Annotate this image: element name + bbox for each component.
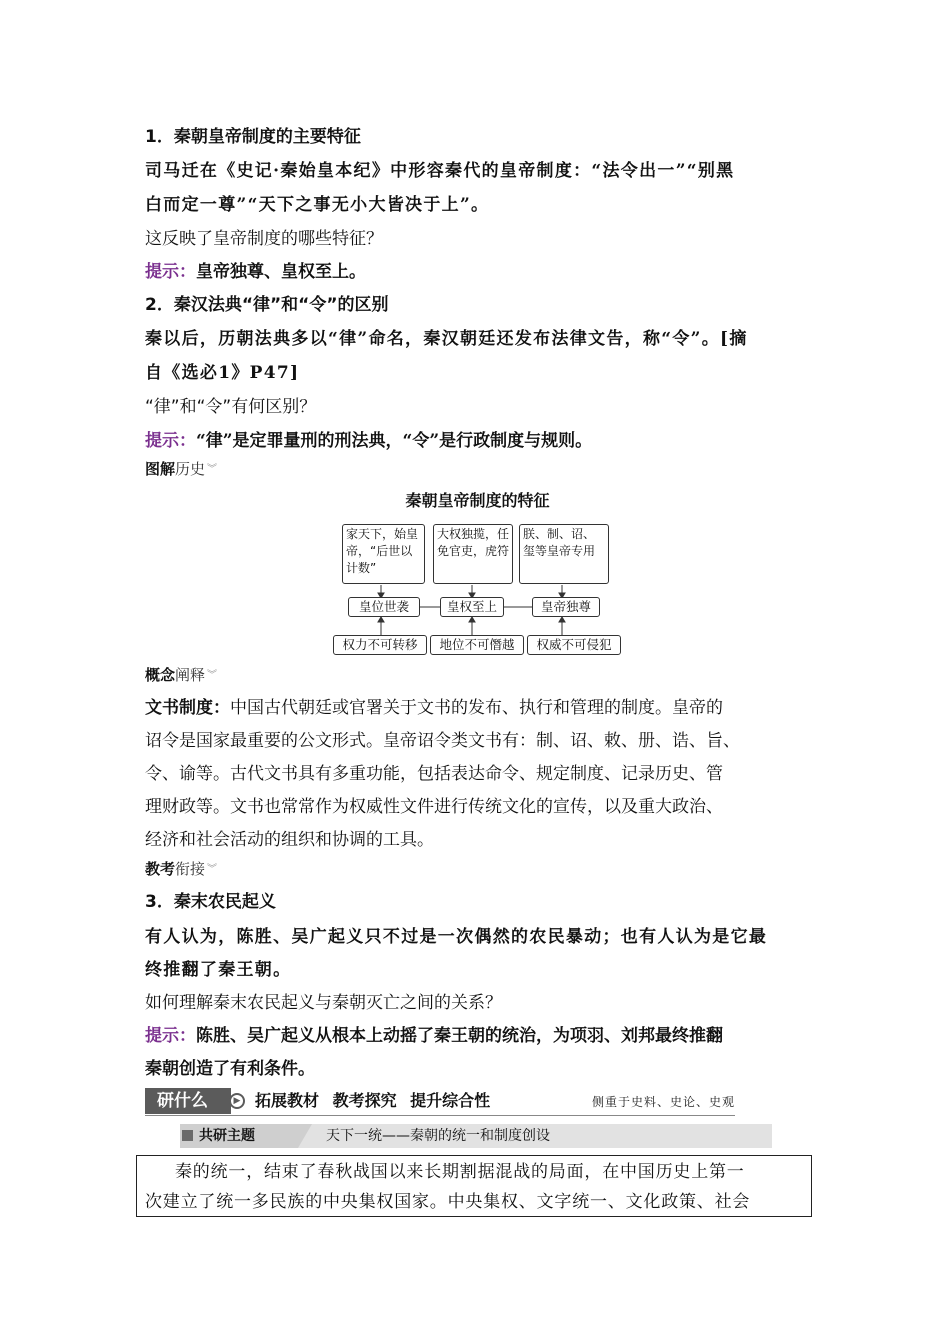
concept-line: 经济和社会活动的组织和协调的工具。 <box>145 830 434 850</box>
item2-text-line: 自《选必1》P47] <box>145 363 300 383</box>
item1-text-line: 白而定一尊”“天下之事无小大皆决于上”。 <box>145 195 490 215</box>
tip-text: 皇帝独尊、皇权至上。 <box>196 262 366 282</box>
diagram-bottom-box: 权力不可转移 <box>333 635 427 655</box>
play-icon: ▶ <box>229 1093 245 1109</box>
section-banner <box>145 1088 735 1116</box>
diagram-top-box: 大权独揽，任免官吏，虎符 <box>433 524 513 584</box>
concept-line <box>145 696 723 720</box>
diagram-bottom-box: 权威不可侵犯 <box>527 635 621 655</box>
section-label-light: 衔接 <box>175 860 206 878</box>
concept-line: 令、谕等。古代文书具有多重功能，包括表达命令、规定制度、记录历史、管 <box>145 764 723 784</box>
section-tujie-lishi <box>145 458 217 479</box>
textbox-line: 秦的统一，结束了春秋战国以来长期割据混战的局面，在中国历史上第一 <box>175 1162 745 1182</box>
tip-label: 提示： <box>145 262 196 282</box>
item1-text-line: 司马迁在《史记·秦始皇本纪》中形容秦代的皇帝制度：“法令出一”“别黑 <box>145 161 735 181</box>
section-label-bold: 概念 <box>145 666 176 684</box>
banner-tag: 研什么 <box>145 1088 231 1114</box>
diagram-top-box: 家天下，始皇帝，“后世以计数” <box>342 524 425 584</box>
tip-text: “律”是定罪量刑的刑法典，“令”是行政制度与规则。 <box>196 431 593 451</box>
tip-text: 陈胜、吴广起义从根本上动摇了秦王朝的统治，为项羽、刘邦最终推翻 <box>196 1026 723 1046</box>
tip-label: 提示： <box>145 431 196 451</box>
tip-label: 提示： <box>145 1026 196 1046</box>
section-label-bold: 教考 <box>145 860 176 878</box>
topic-bar <box>180 1124 772 1148</box>
item2-question: “律”和“令”有何区别？ <box>145 397 317 417</box>
banner-rule <box>145 1115 735 1116</box>
concept-line: 诏令是国家最重要的公文形式。皇帝诏令类文书有：制、诏、敕、册、诰、旨、 <box>145 731 740 751</box>
item3-text-line: 有人认为，陈胜、吴广起义只不过是一次偶然的农民暴动；也有人认为是它最 <box>145 927 768 947</box>
topic-badge <box>180 1124 298 1148</box>
concept-line: 理财政等。文书也常常作为权威性文件进行传统文化的宣传，以及重大政治、 <box>145 797 723 817</box>
chevron-down-icon: ︾ <box>207 464 218 475</box>
reading-textbox <box>136 1155 812 1217</box>
section-jiaokao-xianjie <box>145 858 217 879</box>
item2-text-line: 秦以后，历朝法典多以“律”命名，秦汉朝廷还发布法律文告，称“令”。[摘 <box>145 329 748 349</box>
item1-question: 这反映了皇帝制度的哪些特征？ <box>145 229 383 249</box>
diagram-middle-box: 皇权至上 <box>440 597 504 617</box>
banner-side-note: 侧重于史料、史论、史观 <box>591 1095 735 1109</box>
arrow-head <box>469 617 475 622</box>
item2-tip <box>145 429 592 453</box>
concept-text: 中国古代朝廷或官署关于文书的发布、执行和管理的制度。皇帝的 <box>230 698 723 718</box>
item3-heading: 3．秦末农民起义 <box>145 892 276 912</box>
chevron-down-icon: ︾ <box>207 670 218 681</box>
item3-question: 如何理解秦末农民起义与秦朝灭亡之间的关系？ <box>145 993 502 1013</box>
arrow-head <box>559 617 565 622</box>
item3-text-line: 终推翻了秦王朝。 <box>145 960 292 980</box>
item2-heading: 2．秦汉法典“律”和“令”的区别 <box>145 295 389 315</box>
diagram-top-box: 朕、制、诏、玺等皇帝专用 <box>519 524 609 584</box>
section-gainian-chanshi <box>145 664 217 685</box>
diagram-middle-box: 皇位世袭 <box>348 597 420 617</box>
item3-tip-continued: 秦朝创造了有利条件。 <box>145 1059 315 1079</box>
textbox-line: 次建立了统一多民族的中央集权国家。中央集权、文字统一、文化政策、社会 <box>145 1192 751 1212</box>
chevron-down-icon: ︾ <box>207 864 218 875</box>
concept-term: 文书制度： <box>145 698 230 718</box>
diagram-bottom-box: 地位不可僭越 <box>430 635 524 655</box>
emperor-system-diagram <box>330 488 625 658</box>
item1-heading: 1．秦朝皇帝制度的主要特征 <box>145 127 361 147</box>
diagram-title: 秦朝皇帝制度的特征 <box>405 491 550 510</box>
square-icon <box>182 1130 193 1141</box>
item3-tip <box>145 1024 723 1048</box>
section-label-light: 阐释 <box>175 666 206 684</box>
topic-badge-tail <box>298 1124 312 1148</box>
banner-slogan: 拓展教材 教考探究 提升综合性 <box>255 1091 491 1110</box>
topic-title: 天下一统——秦朝的统一和制度创设 <box>326 1128 550 1144</box>
section-label-bold: 图解 <box>145 460 176 478</box>
arrow-head <box>378 617 384 622</box>
section-label-light: 历史 <box>175 460 206 478</box>
item1-tip <box>145 260 366 284</box>
diagram-middle-box: 皇帝独尊 <box>532 597 600 617</box>
topic-badge-label: 共研主题 <box>199 1128 255 1144</box>
